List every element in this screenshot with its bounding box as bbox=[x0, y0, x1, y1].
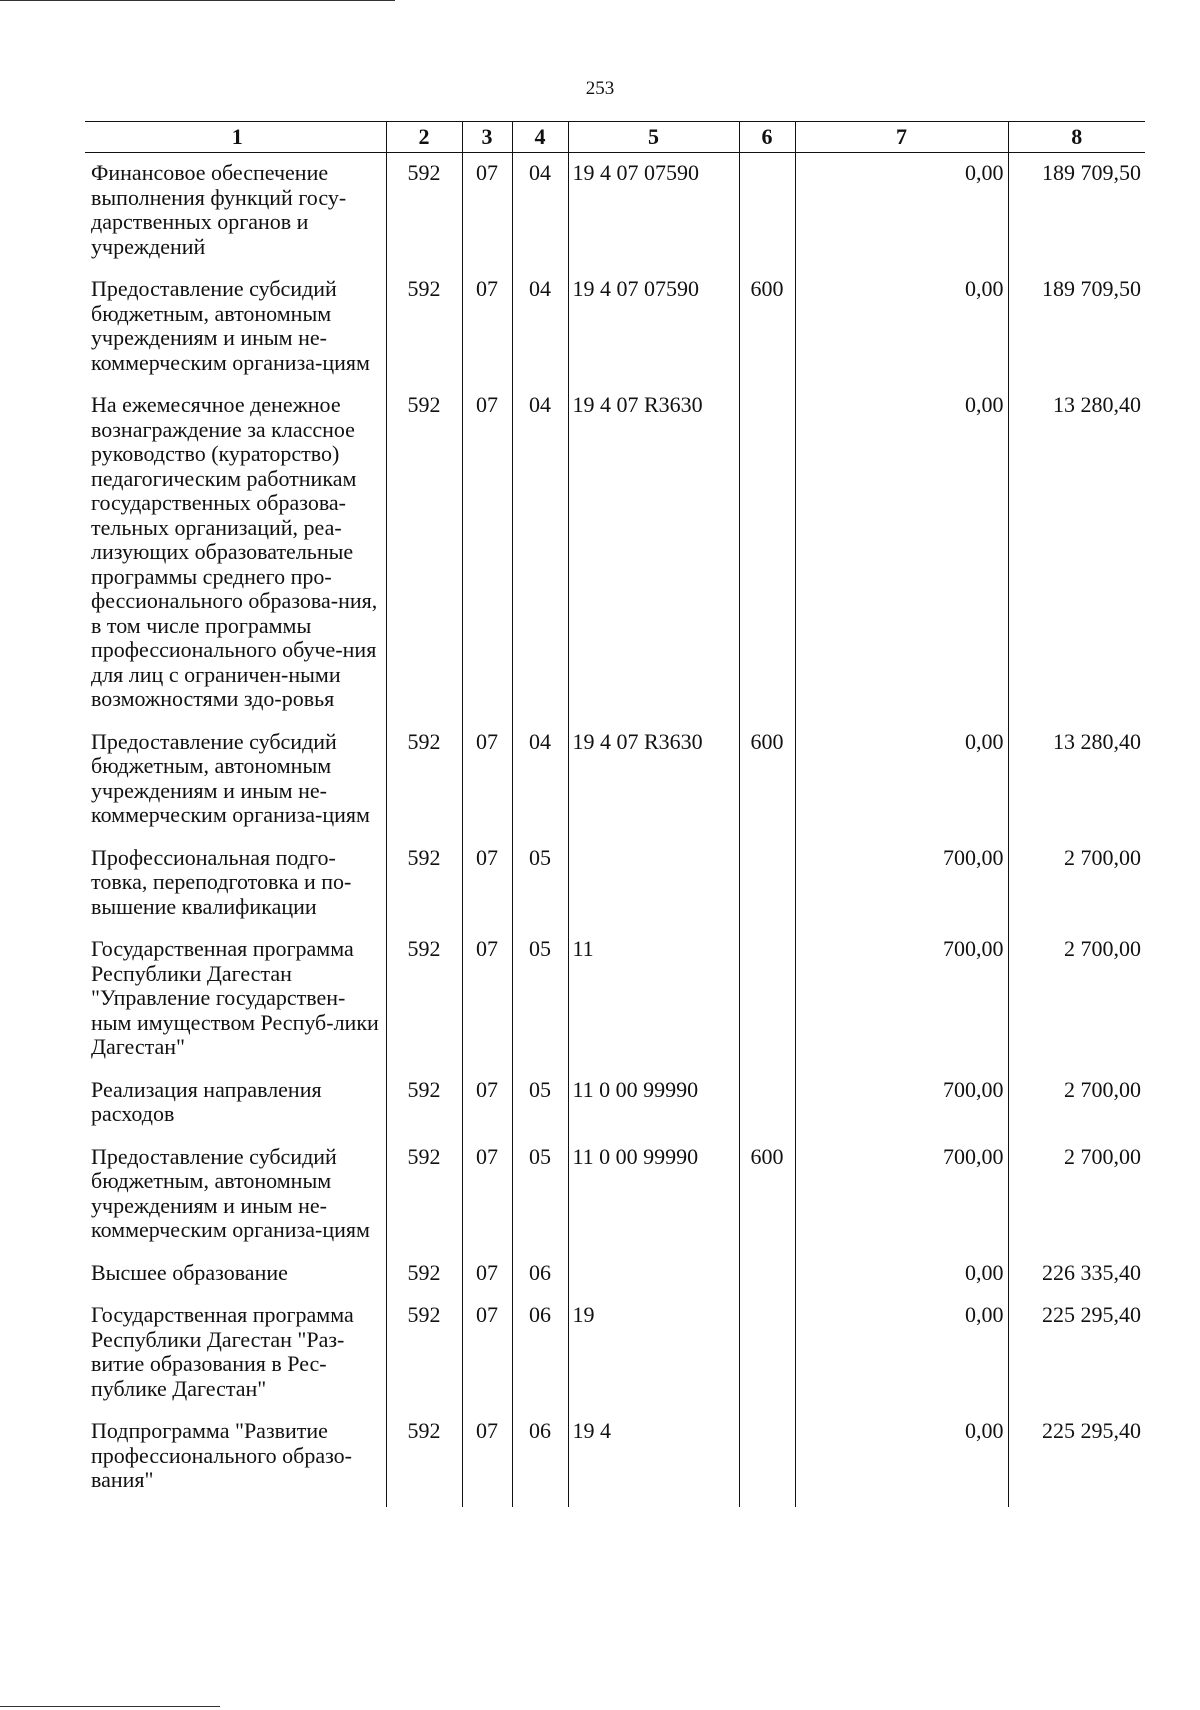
expense-type-code bbox=[739, 838, 795, 930]
amount-column-7: 0,00 bbox=[795, 722, 1008, 838]
expense-type-code bbox=[739, 385, 795, 722]
expense-type-code bbox=[739, 1253, 795, 1296]
column-header: 2 bbox=[386, 122, 462, 153]
table-row bbox=[85, 1137, 1145, 1253]
column-header: 3 bbox=[462, 122, 512, 153]
item-name: Государственная программа Республики Дагестан "Раз-витие образования в Рес-публике Дагестан" bbox=[91, 1302, 354, 1401]
column-header: 1 bbox=[85, 122, 386, 153]
subsection-code: 05 bbox=[512, 1137, 568, 1253]
page-number: 253 bbox=[585, 78, 615, 99]
subsection-code: 05 bbox=[512, 1070, 568, 1137]
table-row bbox=[85, 269, 1145, 385]
subsection-code: 04 bbox=[512, 385, 568, 722]
item-name: Предоставление субсидий бюджетным, автономным учреждениям и иным не-коммерческим организа-циям bbox=[91, 1143, 370, 1242]
amount-column-8: 189 709,50 bbox=[1008, 269, 1145, 385]
scan-edge-mark bbox=[0, 1706, 220, 1707]
amount-column-8: 189 709,50 bbox=[1008, 153, 1145, 270]
subsection-code: 06 bbox=[512, 1253, 568, 1296]
target-article-code: 19 4 07 07590 bbox=[568, 153, 739, 270]
amount-column-8: 225 295,40 bbox=[1008, 1295, 1145, 1411]
item-name: Государственная программа Республики Дагестан "Управление государствен-ным имуществом Респуб-лики Дагестан" bbox=[91, 936, 379, 1059]
expense-type-code bbox=[739, 1295, 795, 1411]
item-name: Профессиональная подго-товка, переподготовка и по-вышение квалификации bbox=[91, 844, 352, 919]
expense-type-code bbox=[739, 1411, 795, 1507]
amount-column-7: 700,00 bbox=[795, 838, 1008, 930]
subsection-code: 04 bbox=[512, 153, 568, 270]
section-code: 07 bbox=[462, 929, 512, 1070]
section-code: 07 bbox=[462, 722, 512, 838]
item-name: Финансовое обеспечение выполнения функций госу-дарственных органов и учреждений bbox=[91, 160, 347, 259]
section-code: 07 bbox=[462, 385, 512, 722]
subsection-code: 06 bbox=[512, 1411, 568, 1507]
column-header: 6 bbox=[739, 122, 795, 153]
table-row bbox=[85, 838, 1145, 930]
subsection-code: 06 bbox=[512, 1295, 568, 1411]
amount-column-8: 225 295,40 bbox=[1008, 1411, 1145, 1507]
expense-type-code bbox=[739, 929, 795, 1070]
column-header: 5 bbox=[568, 122, 739, 153]
amount-column-8: 226 335,40 bbox=[1008, 1253, 1145, 1296]
ministry-code: 592 bbox=[386, 1295, 462, 1411]
ministry-code: 592 bbox=[386, 929, 462, 1070]
target-article-code: 19 4 bbox=[568, 1411, 739, 1507]
ministry-code: 592 bbox=[386, 385, 462, 722]
section-code: 07 bbox=[462, 838, 512, 930]
amount-column-8: 2 700,00 bbox=[1008, 929, 1145, 1070]
amount-column-8: 2 700,00 bbox=[1008, 838, 1145, 930]
table-row bbox=[85, 1070, 1145, 1137]
section-code: 07 bbox=[462, 1295, 512, 1411]
table-row bbox=[85, 385, 1145, 722]
target-article-code: 19 4 07 07590 bbox=[568, 269, 739, 385]
target-article-code: 19 bbox=[568, 1295, 739, 1411]
target-article-code: 11 bbox=[568, 929, 739, 1070]
table-row bbox=[85, 153, 1145, 270]
table-row bbox=[85, 929, 1145, 1070]
subsection-code: 04 bbox=[512, 269, 568, 385]
subsection-code: 05 bbox=[512, 838, 568, 930]
amount-column-8: 2 700,00 bbox=[1008, 1070, 1145, 1137]
table-header-row bbox=[85, 122, 1145, 153]
expense-type-code bbox=[739, 1070, 795, 1137]
target-article-code: 11 0 00 99990 bbox=[568, 1137, 739, 1253]
item-name: На ежемесячное денежное вознаграждение за классное руководство (кураторство) педагогическим работникам государственных образова-тельных организаций, реа-лизующих образовательные программы среднего про-фессионального образова-ния, в том числе программы профессионального обуче-ния для лиц с ограничен-ными возможностями здо-ровья bbox=[91, 392, 378, 711]
table-row bbox=[85, 1253, 1145, 1296]
ministry-code: 592 bbox=[386, 838, 462, 930]
amount-column-7: 0,00 bbox=[795, 1253, 1008, 1296]
amount-column-7: 0,00 bbox=[795, 1411, 1008, 1507]
section-code: 07 bbox=[462, 1411, 512, 1507]
section-code: 07 bbox=[462, 1070, 512, 1137]
ministry-code: 592 bbox=[386, 722, 462, 838]
ministry-code: 592 bbox=[386, 1411, 462, 1507]
section-code: 07 bbox=[462, 1137, 512, 1253]
amount-column-7: 700,00 bbox=[795, 1137, 1008, 1253]
amount-column-7: 0,00 bbox=[795, 153, 1008, 270]
ministry-code: 592 bbox=[386, 1137, 462, 1253]
expense-type-code: 600 bbox=[739, 269, 795, 385]
column-header: 4 bbox=[512, 122, 568, 153]
target-article-code bbox=[568, 1253, 739, 1296]
section-code: 07 bbox=[462, 269, 512, 385]
item-name: Высшее образование bbox=[91, 1259, 288, 1285]
ministry-code: 592 bbox=[386, 1070, 462, 1137]
subsection-code: 04 bbox=[512, 722, 568, 838]
ministry-code: 592 bbox=[386, 269, 462, 385]
expense-type-code: 600 bbox=[739, 1137, 795, 1253]
table-row bbox=[85, 1411, 1145, 1507]
amount-column-8: 13 280,40 bbox=[1008, 722, 1145, 838]
expense-type-code: 600 bbox=[739, 722, 795, 838]
target-article-code: 19 4 07 R3630 bbox=[568, 722, 739, 838]
table-row bbox=[85, 722, 1145, 838]
ministry-code: 592 bbox=[386, 153, 462, 270]
target-article-code: 11 0 00 99990 bbox=[568, 1070, 739, 1137]
amount-column-7: 0,00 bbox=[795, 1295, 1008, 1411]
amount-column-7: 700,00 bbox=[795, 1070, 1008, 1137]
target-article-code bbox=[568, 838, 739, 930]
table-row bbox=[85, 1295, 1145, 1411]
item-name: Подпрограмма "Развитие профессионального образо-вания" bbox=[91, 1418, 352, 1492]
scan-edge-mark bbox=[0, 0, 395, 1]
section-code: 07 bbox=[462, 153, 512, 270]
section-code: 07 bbox=[462, 1253, 512, 1296]
item-name: Предоставление субсидий бюджетным, автономным учреждениям и иным не-коммерческим организа-циям bbox=[91, 276, 370, 375]
item-name: Реализация направления расходов bbox=[91, 1076, 322, 1126]
expense-type-code bbox=[739, 153, 795, 270]
ministry-code: 592 bbox=[386, 1253, 462, 1296]
amount-column-7: 700,00 bbox=[795, 929, 1008, 1070]
item-name: Предоставление субсидий бюджетным, автономным учреждениям и иным не-коммерческим организа-циям bbox=[91, 728, 370, 827]
amount-column-8: 13 280,40 bbox=[1008, 385, 1145, 722]
column-header: 8 bbox=[1008, 122, 1145, 153]
amount-column-7: 0,00 bbox=[795, 385, 1008, 722]
target-article-code: 19 4 07 R3630 bbox=[568, 385, 739, 722]
subsection-code: 05 bbox=[512, 929, 568, 1070]
column-header: 7 bbox=[795, 122, 1008, 153]
amount-column-7: 0,00 bbox=[795, 269, 1008, 385]
amount-column-8: 2 700,00 bbox=[1008, 1137, 1145, 1253]
budget-table bbox=[85, 121, 1145, 1507]
